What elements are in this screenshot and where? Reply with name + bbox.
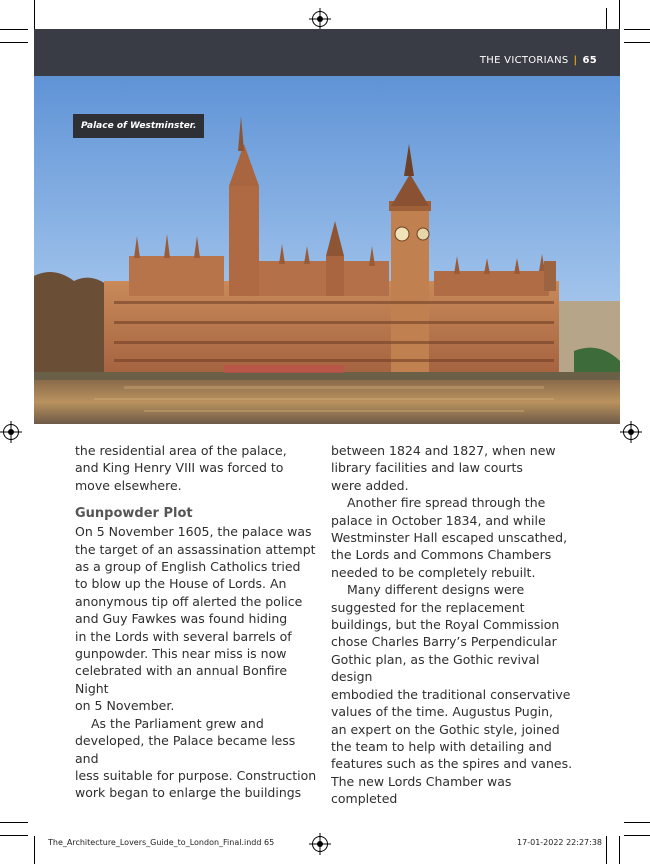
text-line: work began to enlarge the buildings xyxy=(75,785,302,801)
text-line: features such as the spires and vanes. xyxy=(331,756,573,772)
crop-mark xyxy=(624,835,650,836)
paragraph xyxy=(331,581,576,807)
text-line: embodied the traditional conservative xyxy=(331,686,571,702)
text-line: suggested for the replacement xyxy=(331,599,525,615)
text-line: Another fire spread through the xyxy=(347,495,546,511)
slug-datetime: 17-01-2022 22:27:38 xyxy=(517,838,602,847)
text-line: Gothic plan, as the Gothic revival design xyxy=(331,651,540,685)
text-line: Many different designs were xyxy=(347,582,525,598)
text-line: less suitable for purpose. Construction xyxy=(75,767,317,783)
registration-mark-icon xyxy=(623,424,639,440)
crop-mark xyxy=(619,0,620,30)
text-line: chose Charles Barry’s Perpendicular xyxy=(331,634,557,650)
text-line: As the Parliament grew and xyxy=(91,715,264,731)
crop-mark xyxy=(606,8,607,30)
text-line: as a group of English Catholics tried xyxy=(75,559,301,575)
text-line: to blow up the House of Lords. An xyxy=(75,576,287,592)
text-line: the team to help with detailing and xyxy=(331,738,552,754)
header-separator: | xyxy=(573,55,578,66)
text-line: an expert on the Gothic style, joined xyxy=(331,721,560,737)
text-line: gunpowder. This near miss is now xyxy=(75,646,287,662)
crop-mark xyxy=(0,822,28,823)
text-line: the Lords and Commons Chambers xyxy=(331,547,552,563)
crop-mark xyxy=(624,29,650,30)
subheading: Gunpowder Plot xyxy=(75,506,193,522)
text-column-left xyxy=(75,442,320,802)
text-line: anonymous tip off alerted the police xyxy=(75,593,303,609)
text-line: the residential area of the palace, xyxy=(75,443,287,458)
text-line: The new Lords Chamber was completed xyxy=(331,773,512,807)
text-line: on 5 November. xyxy=(75,698,175,714)
registration-mark-icon xyxy=(312,11,328,27)
text-line: and Guy Fawkes was found hiding xyxy=(75,611,288,627)
photo-caption: Palace of Westminster. xyxy=(73,114,204,138)
text-line: values of the time. Augustus Pugin, xyxy=(331,704,554,720)
paragraph xyxy=(75,715,320,802)
text-line: library facilities and law courts xyxy=(331,460,523,476)
paragraph xyxy=(75,442,320,494)
text-line: the target of an assassination attempt xyxy=(75,541,316,557)
text-line: Westminster Hall escaped unscathed, xyxy=(331,530,568,546)
crop-mark xyxy=(619,836,620,864)
crop-mark xyxy=(34,0,35,30)
text-line: needed to be completely rebuilt. xyxy=(331,564,536,580)
crop-mark xyxy=(0,42,28,43)
crop-mark xyxy=(624,822,650,823)
text-column-right xyxy=(331,442,576,808)
crop-mark xyxy=(34,836,35,864)
crop-mark xyxy=(624,42,650,43)
running-header-bar xyxy=(34,29,620,76)
slug-filename: The_Architecture_Lovers_Guide_to_London_Final.indd 65 xyxy=(48,838,275,847)
registration-mark-icon xyxy=(3,424,19,440)
text-line: between 1824 and 1827, when new xyxy=(331,443,556,458)
text-line: were added. xyxy=(331,477,409,493)
text-line: buildings, but the Royal Commission xyxy=(331,617,560,633)
crop-mark xyxy=(0,29,28,30)
text-line: and King Henry VIII was forced to xyxy=(75,460,284,476)
registration-mark-icon xyxy=(312,836,328,852)
text-line: developed, the Palace became less and xyxy=(75,733,296,766)
crop-mark xyxy=(0,835,28,836)
text-line: move elsewhere. xyxy=(75,477,182,493)
page-number: 65 xyxy=(582,55,597,66)
text-line: palace in October 1834, and while xyxy=(331,512,546,528)
paragraph xyxy=(331,442,576,494)
paragraph xyxy=(331,494,576,581)
paragraph xyxy=(75,523,320,714)
text-line: in the Lords with several barrels of xyxy=(75,628,292,644)
crop-mark xyxy=(606,836,607,864)
section-title: THE VICTORIANS xyxy=(479,55,569,66)
running-header xyxy=(480,55,597,66)
text-line: On 5 November 1605, the palace was xyxy=(75,524,312,540)
text-line: celebrated with an annual Bonfire Night xyxy=(75,663,288,696)
